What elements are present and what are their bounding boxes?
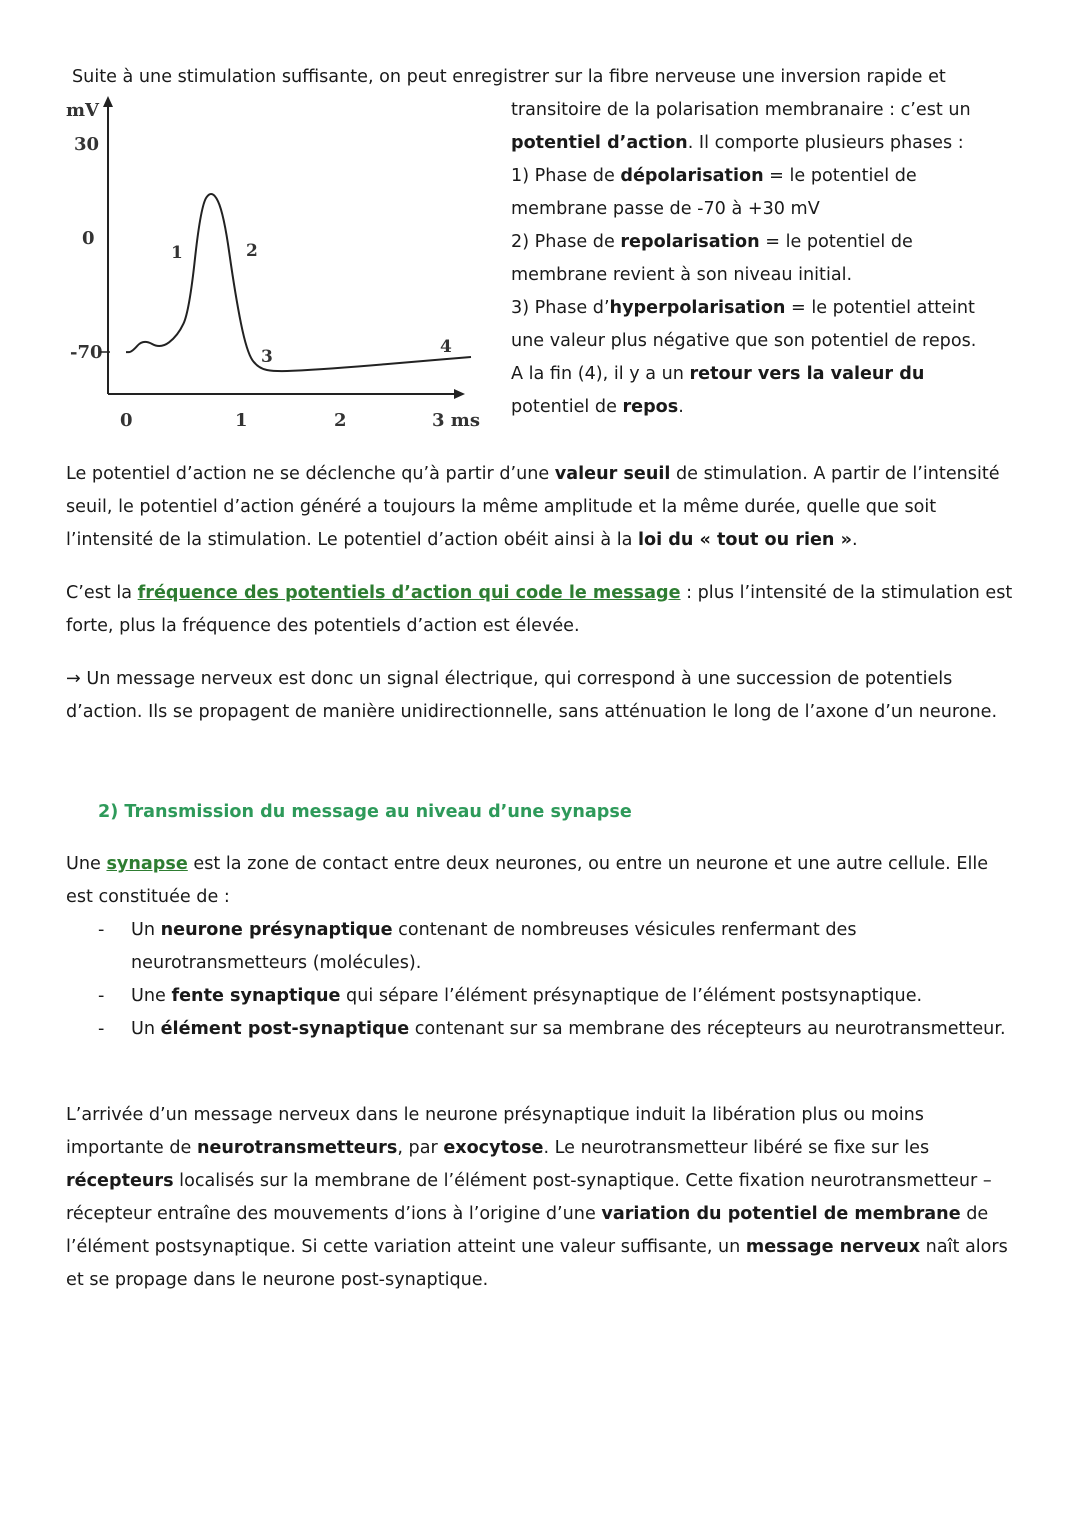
synapse-highlight: synapse [106, 854, 188, 874]
text-line: 2) Phase de repolarisation = le potentiel de [511, 232, 913, 252]
text-line: membrane passe de -70 à +30 mV [511, 199, 820, 219]
y-tick-label: 0 [82, 228, 95, 249]
list-item: - Un neurone présynaptique contenant de nombreuses vésicules renfermant des neurotransmetteurs (molécules). [98, 920, 857, 973]
x-axis-arrow [454, 389, 465, 399]
list-item: - Un élément post-synaptique contenant sur sa membrane des récepteurs au neurotransmetteur. [98, 1019, 1006, 1039]
phase-label-2: 2 [246, 241, 258, 261]
section-2-heading: 2) Transmission du message au niveau d’une synapse [98, 802, 632, 822]
x-tick-label: 0 [120, 410, 133, 431]
action-potential-curve [126, 194, 471, 371]
phase-label-1: 1 [171, 243, 183, 263]
text-line: une valeur plus négative que son potentiel de repos. [511, 331, 977, 351]
text-line: 1) Phase de dépolarisation = le potentiel de [511, 166, 917, 186]
phase-label-3: 3 [261, 347, 273, 367]
y-tick-label: -70 [70, 342, 103, 363]
y-axis-unit: mV [66, 100, 100, 121]
x-tick-label: 2 [334, 410, 347, 431]
text-line: transitoire de la polarisation membranaire : c’est un [511, 100, 971, 120]
x-tick-label: 3 ms [432, 410, 480, 431]
frequency-paragraph: C’est la fréquence des potentiels d’action qui code le message : plus l’intensité de la stimulation est forte, plus la fréquence des potentiels d’action est élevée. [66, 583, 1013, 636]
text-line: potentiel d’action. Il comporte plusieurs phases : [511, 133, 964, 153]
synapse-paragraph: Une synapse est la zone de contact entre deux neurones, ou entre un neurone et une autre cellule. Elle est constituée de : [66, 854, 989, 907]
phase-label-4: 4 [440, 337, 452, 357]
text-line: potentiel de repos. [511, 397, 684, 417]
synapse-components-list [66, 914, 1016, 1046]
frequency-highlight: fréquence des potentiels d’action qui code le message [137, 583, 681, 603]
final-paragraph: L’arrivée d’un message nerveux dans le neurone présynaptique induit la libération plus ou moins importante de neurotransmetteurs, par exocytose. Le neurotransmetteur libéré se fixe sur les récepteurs localisés sur la membrane de l’élément post-synaptique. Cette fixation neurotransmetteur – récepteur entraîne des mouvements d’ions à l’origine d’une variation du potentiel de membrane de l’élément postsynaptique. Si cette variation atteint une valeur suffisante, un message nerveux naît alors et se propage dans le neurone post-synaptique. [66, 1105, 1008, 1290]
list-item: - Une fente synaptique qui sépare l’élément présynaptique de l’élément postsynaptique. [98, 986, 923, 1006]
intro-line: Suite à une stimulation suffisante, on peut enregistrer sur la fibre nerveuse une inversion rapide et [72, 67, 946, 87]
text-line: 3) Phase d’hyperpolarisation = le potentiel atteint [511, 298, 975, 318]
x-tick-label: 1 [235, 410, 248, 431]
y-axis-arrow [103, 96, 113, 107]
threshold-paragraph: Le potentiel d’action ne se déclenche qu’à partir d’une valeur seuil de stimulation. A partir de l’intensité seuil, le potentiel d’action généré a toujours la même amplitude et la même durée, quelle que soit l’intensité de la stimulation. Le potentiel d’action obéit ainsi à la loi du « tout ou rien ». [66, 464, 1000, 550]
y-tick-label: 30 [74, 134, 100, 155]
text-line: membrane revient à son niveau initial. [511, 265, 853, 285]
action-potential-description [511, 94, 1011, 424]
action-potential-graph [60, 92, 500, 437]
text-line: A la fin (4), il y a un retour vers la valeur du [511, 364, 925, 384]
conclusion-paragraph: → Un message nerveux est donc un signal électrique, qui correspond à une succession de potentiels d’action. Ils se propagent de manière unidirectionnelle, sans atténuation le long de l’axone d’un neurone. [66, 669, 998, 722]
